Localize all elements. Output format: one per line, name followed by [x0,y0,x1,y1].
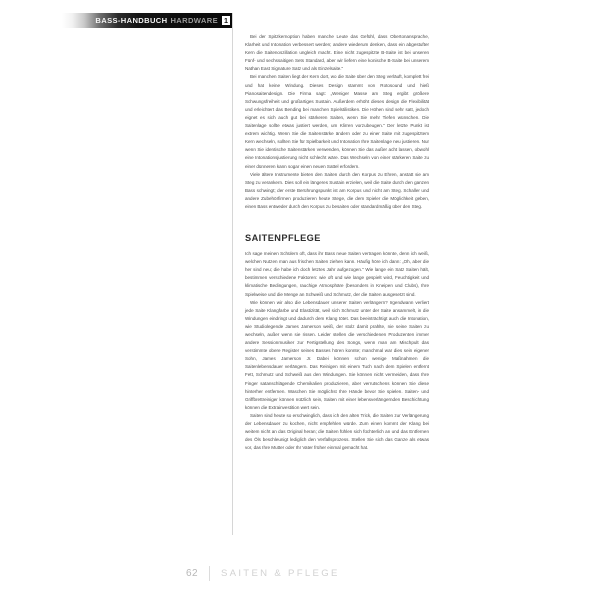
body-paragraph: Wie können wir also die Lebensdauer unserer Saiten verlängern? Irgendwann verliert jede Saite Klangfarbe und Elastizität, weil sich Schmutz unter der Saite ansammelt, in die Windungen eindringt und dadurch dem Klang tötet. Das beeinträchtigt auch die Intonation, wie Studiolegende James Jamerson weiß, der stolz damit prahlte, nie seine Saiten zu wechseln, außer wenn sie rissen. Leider stellen die verschiedenen Produzenten immer andere Sessionmusiker zur Fertigstellung des Songs, wenn man am Mischpult das verstimmte obere Register seines Basses hören konnte; manchmal war dies sein eigener Sohn, James Jamerson Jr. Dabei können schon wenige Maßnahmen die Saitenlebensdauer verlängern. Das Reinigen mit einem Tuch nach dem Spielen entfernt Fett, Schmutz und Schweiß aus den Windungen. Sie können nicht vermeiden, dass Ihre Finger satanschlägende Chemikalien produzieren, aber verrutschens können Sie diese hinterher entfernen. Waschen Sie möglichst Ihre Hände bevor Sie spielen. Saiten- und Griffbrettreiniger können nützlich sein, Saiten mit einer lebensverlängernden Beschichtung können die Extrainvestition wert sein. [245,299,429,410]
column-rule [232,13,233,535]
body-paragraph: Viele ältere Instrumente bieten den Saiten durch den Korpus zu Ehren, anstatt sie am Steg zu verankern. Dies soll ein längeres Sustain erzielen, weil die Saite durch den ganzen Bass schwingt; der erste Berührungspunkt ist am Korpus und nicht am Steg. Schaller und andere Zubehörfirmen produzieren heute Stege, die dem Spieler die Möglichkeit geben, einen Bass entweder durch den Korpus zu besaiten oder standardmäßig über den Steg. [245,171,429,209]
body-paragraph: Ich sage meinen Schülern oft, dass ihr Bass neue Saiten vertragen könnte, denn ich weiß, welchen Nutzen man aus frischen Saiten ziehen kann. Häufig höre ich dann: „Oh, aber die her sind neu; die habe ich doch letztes Jahr aufgezogen." Wie lange ein Satz Saiten hält, bestimmen verschiedene Faktoren: wie oft und wie lange gespielt wird, Feuchtigkeit und klimatische Bedingungen, rauchige Atmosphäre (besonders in Kneipen und Clubs), Ihre Spielweise und die Menge an Schweiß und Schmutz, der die Saiten ausgesetzt sind. [245,251,429,297]
header-subtitle: HARDWARE [170,16,218,25]
body-paragraph: Saiten sind heute so erschwinglich, dass ich den alten Trick, die Saiten zur Verlängerung der Lebensdauer zu kochen, nicht empfehlen würde. Zum einen kommt der Klang bei weitem nicht an das Original heran; die Saiten fühlen sich füchterlich an und das Entfernen des Öls beschleunigt lediglich den Verfallsprozess. Stellen Sie sich das Ganze als etwas vor, das Ihre Mutter oder Ihr Vater früher einmal gemacht hat. [245,412,429,451]
header-title: BASS-HANDBUCH [95,16,168,25]
running-header-bar [62,13,232,28]
footer-section-label: SAITEN & PFLEGE [220,567,340,579]
body-paragraph: Bei der Spitzkernoption haben manche Leute das Gefühl, dass Obertonansprache, Klarheit und Intonation verbessert werden; andere wiederum denken, dass ein abgestufter Kern die Saitenoszillation ungleich macht. Eine nicht zugespitzte B-Saite ist bei unseren Fünf- und sechssaitigen Sets Standard, aber wir liefern eine konische B-Saite bei unserem Nathan East Signature Satz und als Einzelsaite." [245,34,429,72]
body-paragraph: Bei manchen Saiten liegt der Kern dort, wo die Saite über den Steg verläuft, komplett frei und hat keine Windung. Dieses Design stammt von Rotosound und hieß Pianosaitendesign. Die Firma sagt: „Weniger Masse am Steg ergibt größere Schwungsfreiheit und großartiges Sustain. Außerdem erhöht dieses design die Flexibilität und erleichtert das Bending bei manchen Spielstilistiken. Die Höhen sind sehr satt, jedoch eignet es sich auch gut bei stärkeren Saiten, wenn Sie mehr Tiefen wünschen. Die Saitenlage sollte etwas justiert werden, um Klirren vorzubeugen." Der letzte Punkt ist extrem wichtig. Wenn Sie die Saitenstärke ändern oder zu einer Saite mit zugespitztem Kern wechseln, sollten Sie für Spielbarkeit und Intonation Ihre Saitenlage neu justieren. Nur wenn Sie identische Saitenstärken verwenden, können Sie das außer acht lassen, obwohl eine Intonationsjustierung nicht schlecht wäre. Das Wechseln von einer stärkeren Saite zu einer dünneren kann sogar einen neuen Sattel erfordern. [245,74,430,169]
heading-spacer-bottom [245,243,429,250]
body-text-column [245,33,429,452]
header-chapter-number: 1 [224,16,228,25]
footer-divider [209,566,210,581]
heading-spacer-top [245,211,429,233]
page-footer [186,565,340,581]
footer-page-number: 62 [186,567,198,579]
section-heading: SAITENPFLEGE [245,233,321,244]
